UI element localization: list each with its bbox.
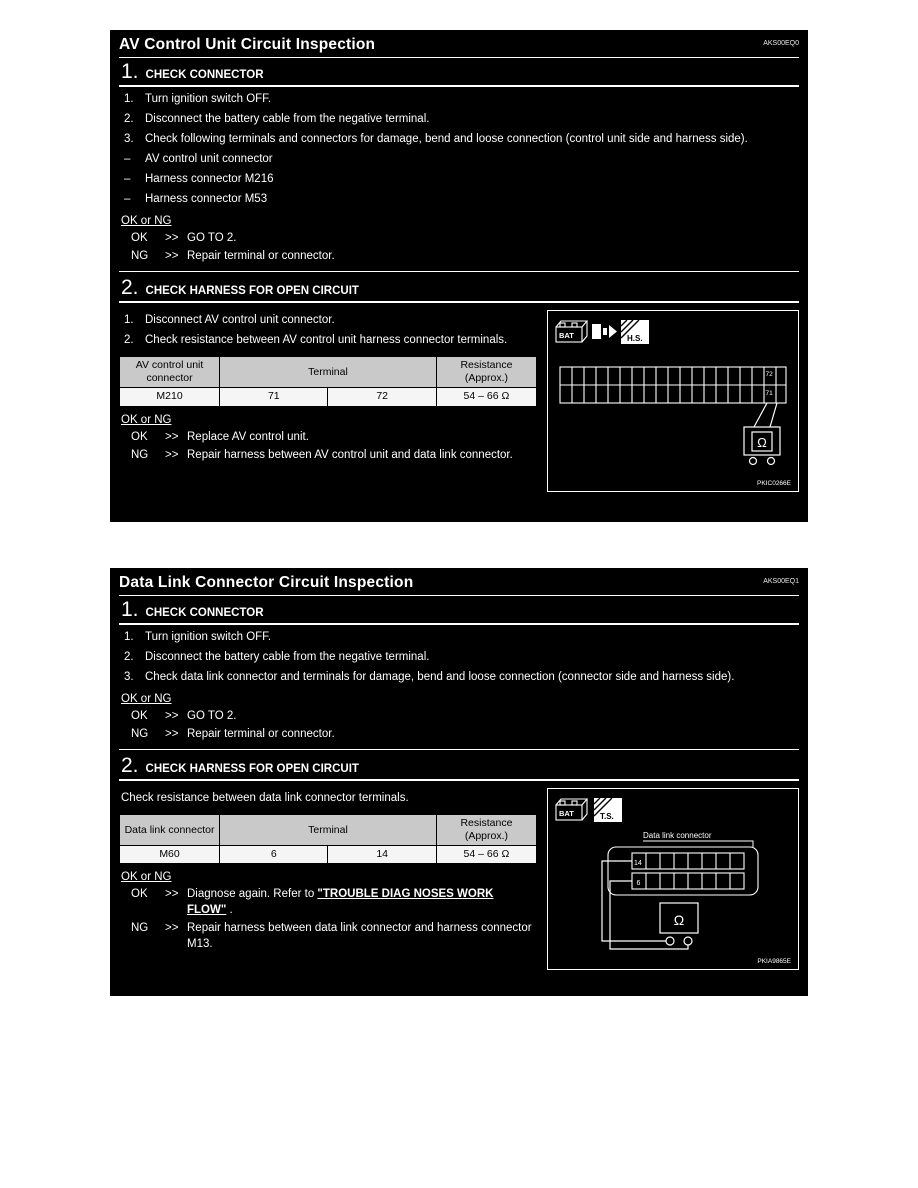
list-marker: 1. — [124, 93, 134, 105]
result-label: NG — [131, 249, 149, 262]
ts-label: T.S. — [600, 812, 614, 822]
list-text: Disconnect the battery cable from the negative terminal. — [145, 651, 430, 664]
list-item — [119, 650, 799, 666]
result-label: OK — [131, 888, 148, 901]
panel-av-control-unit-circuit-inspection — [110, 30, 808, 522]
doc-code: AKS00EQ0 — [763, 40, 799, 47]
list-marker: 3. — [124, 671, 134, 684]
result-arrow: >> — [165, 448, 179, 461]
result-text: GO TO 2. — [187, 709, 237, 722]
result-label: NG — [131, 448, 149, 461]
terminal-72-label: 72 — [765, 371, 773, 379]
list-item — [119, 313, 537, 329]
list-text: Check resistance between AV control unit harness connector terminals. — [145, 333, 508, 346]
step2-left-column — [119, 308, 537, 492]
result-row — [119, 231, 799, 247]
table-header-resistance: Resistance (Approx.) — [436, 357, 536, 388]
data-link-connector — [608, 847, 758, 895]
result-text: Repair harness between data link connector and harness connector M13. — [187, 922, 532, 950]
result-row — [119, 887, 537, 918]
list-marker: 3. — [124, 133, 134, 146]
battery-label: BAT — [559, 331, 574, 341]
list-text: Harness connector M53 — [145, 193, 268, 206]
table-header-terminal: Terminal — [220, 357, 437, 388]
table-cell-connector: M60 — [120, 846, 220, 864]
step-title: CHECK HARNESS FOR OPEN CIRCUIT — [145, 285, 359, 298]
step-number: 2. — [121, 754, 139, 778]
step-number: 2. — [121, 276, 139, 300]
result-arrow: >> — [165, 727, 179, 740]
section-title: Data Link Connector Circuit Inspection — [119, 574, 414, 591]
ohm-symbol: Ω — [673, 912, 685, 929]
table-cell-terminal-2: 72 — [328, 388, 436, 406]
result-row — [119, 727, 799, 743]
list-marker: 2. — [124, 651, 134, 664]
section-title: AV Control Unit Circuit Inspection — [119, 36, 376, 53]
list-item — [119, 670, 799, 686]
result-row — [119, 448, 537, 464]
pin-14-label: 14 — [634, 860, 642, 868]
ts-icon — [594, 798, 622, 822]
step-title: CHECK CONNECTOR — [145, 69, 264, 81]
result-arrow: >> — [165, 709, 179, 722]
result-label: OK — [131, 430, 148, 443]
list-text: AV control unit connector — [145, 153, 273, 166]
list-item — [119, 333, 537, 349]
step1-heading — [119, 596, 799, 625]
step2-body — [119, 308, 799, 492]
result-text-post: . — [226, 903, 233, 916]
result-text: Repair harness between AV control unit and data link connector. — [187, 448, 513, 461]
list-item — [119, 192, 799, 208]
result-label: OK — [131, 231, 148, 244]
step2-heading — [119, 749, 799, 781]
panel2-title-row — [119, 574, 799, 596]
table-cell-resistance: 54 – 66 Ω — [436, 388, 536, 406]
hs-label: H.S. — [627, 334, 643, 344]
ok-or-ng-label: OK or NG — [121, 413, 172, 426]
result-arrow: >> — [165, 249, 179, 262]
result-label: NG — [131, 922, 149, 934]
result-arrow: >> — [165, 231, 179, 244]
list-item — [119, 132, 799, 148]
label-leader-line — [643, 841, 753, 847]
hs-icon — [621, 320, 649, 344]
result-text: GO TO 2. — [187, 231, 237, 244]
table-cell-terminal-2: 14 — [328, 846, 436, 864]
table-header-connector: AV control unit connector — [120, 357, 220, 388]
list-text: Disconnect the battery cable from the negative terminal. — [145, 113, 430, 126]
figure-data-link-connector-check — [547, 788, 799, 970]
list-text: Disconnect AV control unit connector. — [145, 313, 335, 326]
step2-heading — [119, 271, 799, 303]
probe-wires — [754, 403, 777, 427]
result-text: Replace AV control unit. — [187, 430, 309, 443]
terminal-71-label: 71 — [765, 390, 773, 398]
figure-av-harness-check — [547, 310, 799, 492]
disconnect-connector-icon — [592, 324, 617, 339]
result-row — [119, 921, 537, 952]
result-text: Repair terminal or connector. — [187, 727, 335, 740]
list-item — [119, 172, 799, 188]
table-cell-connector: M210 — [120, 388, 220, 406]
result-arrow: >> — [165, 888, 179, 901]
list-text: Check data link connector and terminals for damage, bend and loose connection (connector side and harness side). — [145, 671, 735, 684]
list-text: Turn ignition switch OFF. — [145, 631, 272, 643]
list-marker: – — [124, 193, 131, 206]
list-marker: 1. — [124, 631, 134, 643]
data-link-connector-label: Data link connector — [643, 831, 712, 841]
result-text: Repair terminal or connector. — [187, 249, 335, 262]
ok-or-ng-label: OK or NG — [121, 214, 172, 227]
result-label: OK — [131, 709, 148, 722]
table-cell-terminal-1: 6 — [220, 846, 328, 864]
list-item — [119, 92, 799, 108]
list-text: Harness connector M216 — [145, 173, 274, 186]
list-marker: – — [124, 153, 131, 166]
trouble-diagnoses-work-flow-link[interactable]: "TROUBLE DIAG NOSES WORK FLOW" — [187, 888, 494, 916]
list-marker: 2. — [124, 333, 134, 346]
list-item — [119, 630, 799, 646]
figure-caption: PKIA9865E — [757, 958, 791, 966]
step-title: CHECK CONNECTOR — [145, 607, 264, 619]
step2-left-column — [119, 786, 537, 970]
list-marker: – — [124, 173, 131, 186]
step-number: 1. — [121, 60, 139, 83]
list-item — [119, 112, 799, 128]
step-title: CHECK HARNESS FOR OPEN CIRCUIT — [145, 763, 359, 776]
intro-text: Check resistance between data link connector terminals. — [121, 791, 409, 804]
resistance-spec-table — [119, 356, 537, 406]
result-text — [187, 887, 537, 918]
resistance-spec-table — [119, 814, 537, 864]
list-text: Check following terminals and connectors for damage, bend and loose connection (control unit side and harness side). — [145, 133, 748, 146]
result-arrow: >> — [165, 922, 179, 934]
panel-data-link-connector-circuit-inspection — [110, 568, 808, 996]
list-marker: 2. — [124, 113, 134, 126]
result-row — [119, 709, 799, 725]
step-number: 1. — [121, 598, 139, 621]
table-header-connector: Data link connector — [120, 815, 220, 846]
ohm-symbol: Ω — [757, 435, 767, 451]
result-arrow: >> — [165, 430, 179, 443]
table-header-terminal: Terminal — [220, 815, 437, 846]
pin-6-label: 6 — [636, 880, 641, 888]
list-text: Turn ignition switch OFF. — [145, 93, 272, 105]
step1-heading — [119, 58, 799, 87]
probe-wires — [602, 861, 688, 949]
doc-code: AKS00EQ1 — [763, 578, 799, 585]
intro-line — [119, 791, 537, 807]
figure-caption: PKIC0266E — [757, 480, 791, 488]
table-cell-terminal-1: 71 — [220, 388, 328, 406]
table-cell-resistance: 54 – 66 Ω — [436, 846, 536, 864]
result-label: NG — [131, 727, 149, 740]
result-text-pre: Diagnose again. Refer to — [187, 888, 318, 901]
result-row — [119, 249, 799, 265]
step2-body — [119, 786, 799, 970]
battery-label: BAT — [559, 809, 574, 819]
table-header-resistance: Resistance (Approx.) — [436, 815, 536, 846]
av-connector-strip — [560, 367, 786, 403]
list-marker: 1. — [124, 313, 134, 326]
list-item — [119, 152, 799, 168]
ok-or-ng-label: OK or NG — [121, 871, 172, 884]
panel1-title-row — [119, 36, 799, 58]
ok-or-ng-label: OK or NG — [121, 692, 172, 705]
result-row — [119, 430, 537, 446]
